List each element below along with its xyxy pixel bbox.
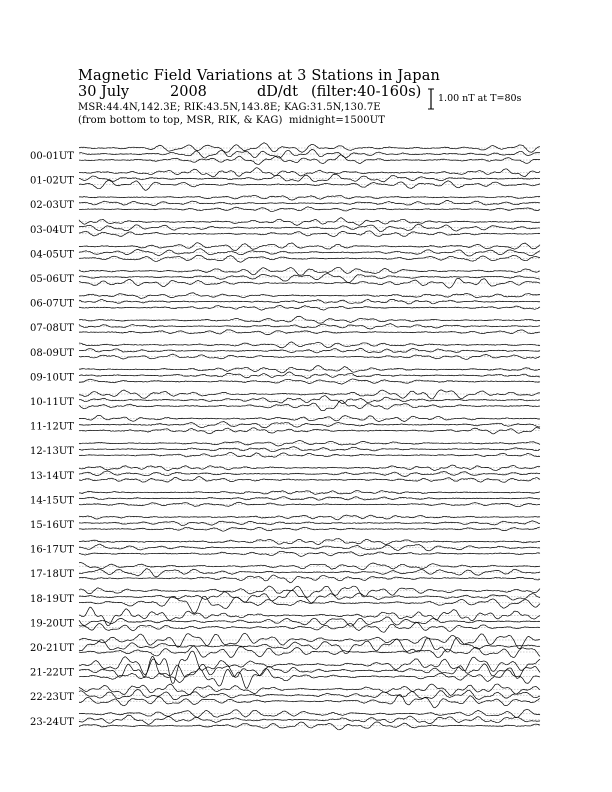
- trace-rik: [79, 521, 540, 526]
- trace-kag: [79, 255, 540, 262]
- trace-rik: [79, 174, 540, 182]
- hour-band: [30, 143, 540, 165]
- hour-label: 08-09UT: [30, 347, 74, 359]
- hour-label: 01-02UT: [30, 175, 74, 187]
- trace-msr: [79, 440, 540, 446]
- trace-kag: [79, 379, 540, 384]
- trace-rik: [79, 690, 540, 700]
- hour-band: [30, 465, 540, 482]
- trace-msr: [79, 390, 540, 399]
- scale-label: 1.00 nT at T=80s: [438, 93, 522, 104]
- hour-label: 03-04UT: [30, 224, 74, 236]
- hour-label: 06-07UT: [30, 298, 74, 310]
- trace-msr: [79, 196, 540, 201]
- trace-kag: [79, 401, 540, 411]
- midnight-note: midnight=1500UT: [289, 115, 386, 126]
- hour-label: 14-15UT: [30, 495, 74, 507]
- hour-label: 23-24UT: [30, 716, 74, 728]
- hour-band: [30, 168, 540, 191]
- trace-rik: [79, 224, 540, 232]
- hour-band: [30, 440, 540, 457]
- trace-msr: [79, 342, 540, 348]
- chart-title: Magnetic Field Variations at 3 Stations in Japan: [78, 68, 441, 84]
- trace-msr: [79, 168, 540, 177]
- trace-rik: [79, 544, 540, 551]
- hour-band: [30, 563, 540, 583]
- hour-band: [30, 243, 540, 263]
- trace-kag: [79, 502, 540, 506]
- trace-kag: [79, 527, 540, 531]
- hour-label: 21-22UT: [30, 667, 74, 679]
- trace-kag: [79, 646, 540, 658]
- hour-label: 00-01UT: [30, 151, 74, 162]
- component-label: dD/dt: [257, 84, 298, 100]
- trace-rik: [79, 299, 540, 304]
- trace-rik: [79, 569, 540, 577]
- hour-label: 11-12UT: [30, 421, 74, 433]
- hour-label: 22-23UT: [30, 692, 74, 704]
- filter-label: (filter:40-160s): [311, 84, 422, 100]
- trace-rik: [79, 590, 540, 603]
- trace-msr: [79, 218, 540, 226]
- trace-kag: [79, 476, 540, 482]
- trace-rik: [79, 497, 540, 501]
- hour-label: 07-08UT: [30, 323, 74, 335]
- hour-band: [30, 539, 540, 557]
- trace-kag: [79, 596, 540, 613]
- trace-msr: [79, 366, 540, 373]
- hour-band: [30, 415, 540, 433]
- stations-info: MSR:44.4N,142.3E; RIK:43.5N,143.8E; KAG:31.5N,130.7E: [78, 102, 381, 113]
- trace-rik: [79, 396, 540, 404]
- hour-band: [30, 607, 540, 632]
- trace-kag: [79, 155, 540, 165]
- hour-band: [30, 316, 540, 334]
- hour-band: [30, 218, 540, 237]
- hour-band: [30, 267, 540, 288]
- hour-band: [30, 390, 540, 411]
- hour-band: [30, 684, 540, 708]
- hour-label: 16-17UT: [30, 544, 74, 556]
- hour-label: 17-18UT: [30, 569, 74, 581]
- trace-rik: [79, 422, 540, 428]
- hour-band: [30, 366, 540, 384]
- hour-band: [30, 633, 540, 657]
- trace-msr: [79, 684, 540, 695]
- trace-kag: [79, 180, 540, 190]
- hour-band: [30, 491, 540, 507]
- hour-band: [30, 293, 540, 310]
- hour-label: 20-21UT: [30, 643, 74, 654]
- trace-rik: [79, 149, 540, 158]
- hour-label: 05-06UT: [30, 274, 74, 285]
- trace-kag: [79, 207, 540, 212]
- trace-msr: [79, 515, 540, 520]
- trace-msr: [79, 293, 540, 299]
- trace-kag: [79, 575, 540, 583]
- hour-label: 04-05UT: [30, 249, 74, 261]
- date-day: 30 July: [78, 84, 130, 100]
- hour-label: 18-19UT: [30, 593, 74, 605]
- hour-band: [30, 515, 540, 531]
- trace-kag: [79, 278, 540, 288]
- trace-kag: [79, 722, 540, 730]
- trace-rik: [79, 324, 540, 329]
- hour-band: [30, 709, 540, 730]
- hour-label: 12-13UT: [30, 446, 74, 458]
- trace-msr: [79, 316, 540, 323]
- date-year: 2008: [170, 84, 207, 100]
- trace-msr: [79, 709, 540, 717]
- trace-kag: [79, 305, 540, 310]
- hour-label: 09-10UT: [30, 372, 74, 384]
- order-note: (from bottom to top, MSR, RIK, & KAG): [78, 115, 283, 126]
- trace-msr: [79, 267, 540, 275]
- hour-label: 19-20UT: [30, 618, 74, 630]
- trace-kag: [79, 452, 540, 457]
- trace-rik: [79, 372, 540, 379]
- trace-kag: [79, 231, 540, 237]
- trace-rik: [79, 447, 540, 452]
- hour-label: 10-11UT: [30, 397, 74, 408]
- trace-msr: [79, 415, 540, 421]
- hour-band: [30, 342, 540, 359]
- trace-kag: [79, 551, 540, 556]
- trace-rik: [79, 273, 540, 282]
- trace-msr: [79, 586, 540, 597]
- trace-msr: [79, 539, 540, 545]
- hour-band: [30, 586, 540, 613]
- hour-label: 15-16UT: [30, 520, 74, 531]
- hour-label: 13-14UT: [30, 470, 74, 482]
- hour-band: [30, 196, 540, 212]
- trace-msr: [79, 491, 540, 495]
- hour-label: 02-03UT: [30, 200, 74, 212]
- trace-kag: [79, 330, 540, 335]
- hour-band: [30, 651, 540, 688]
